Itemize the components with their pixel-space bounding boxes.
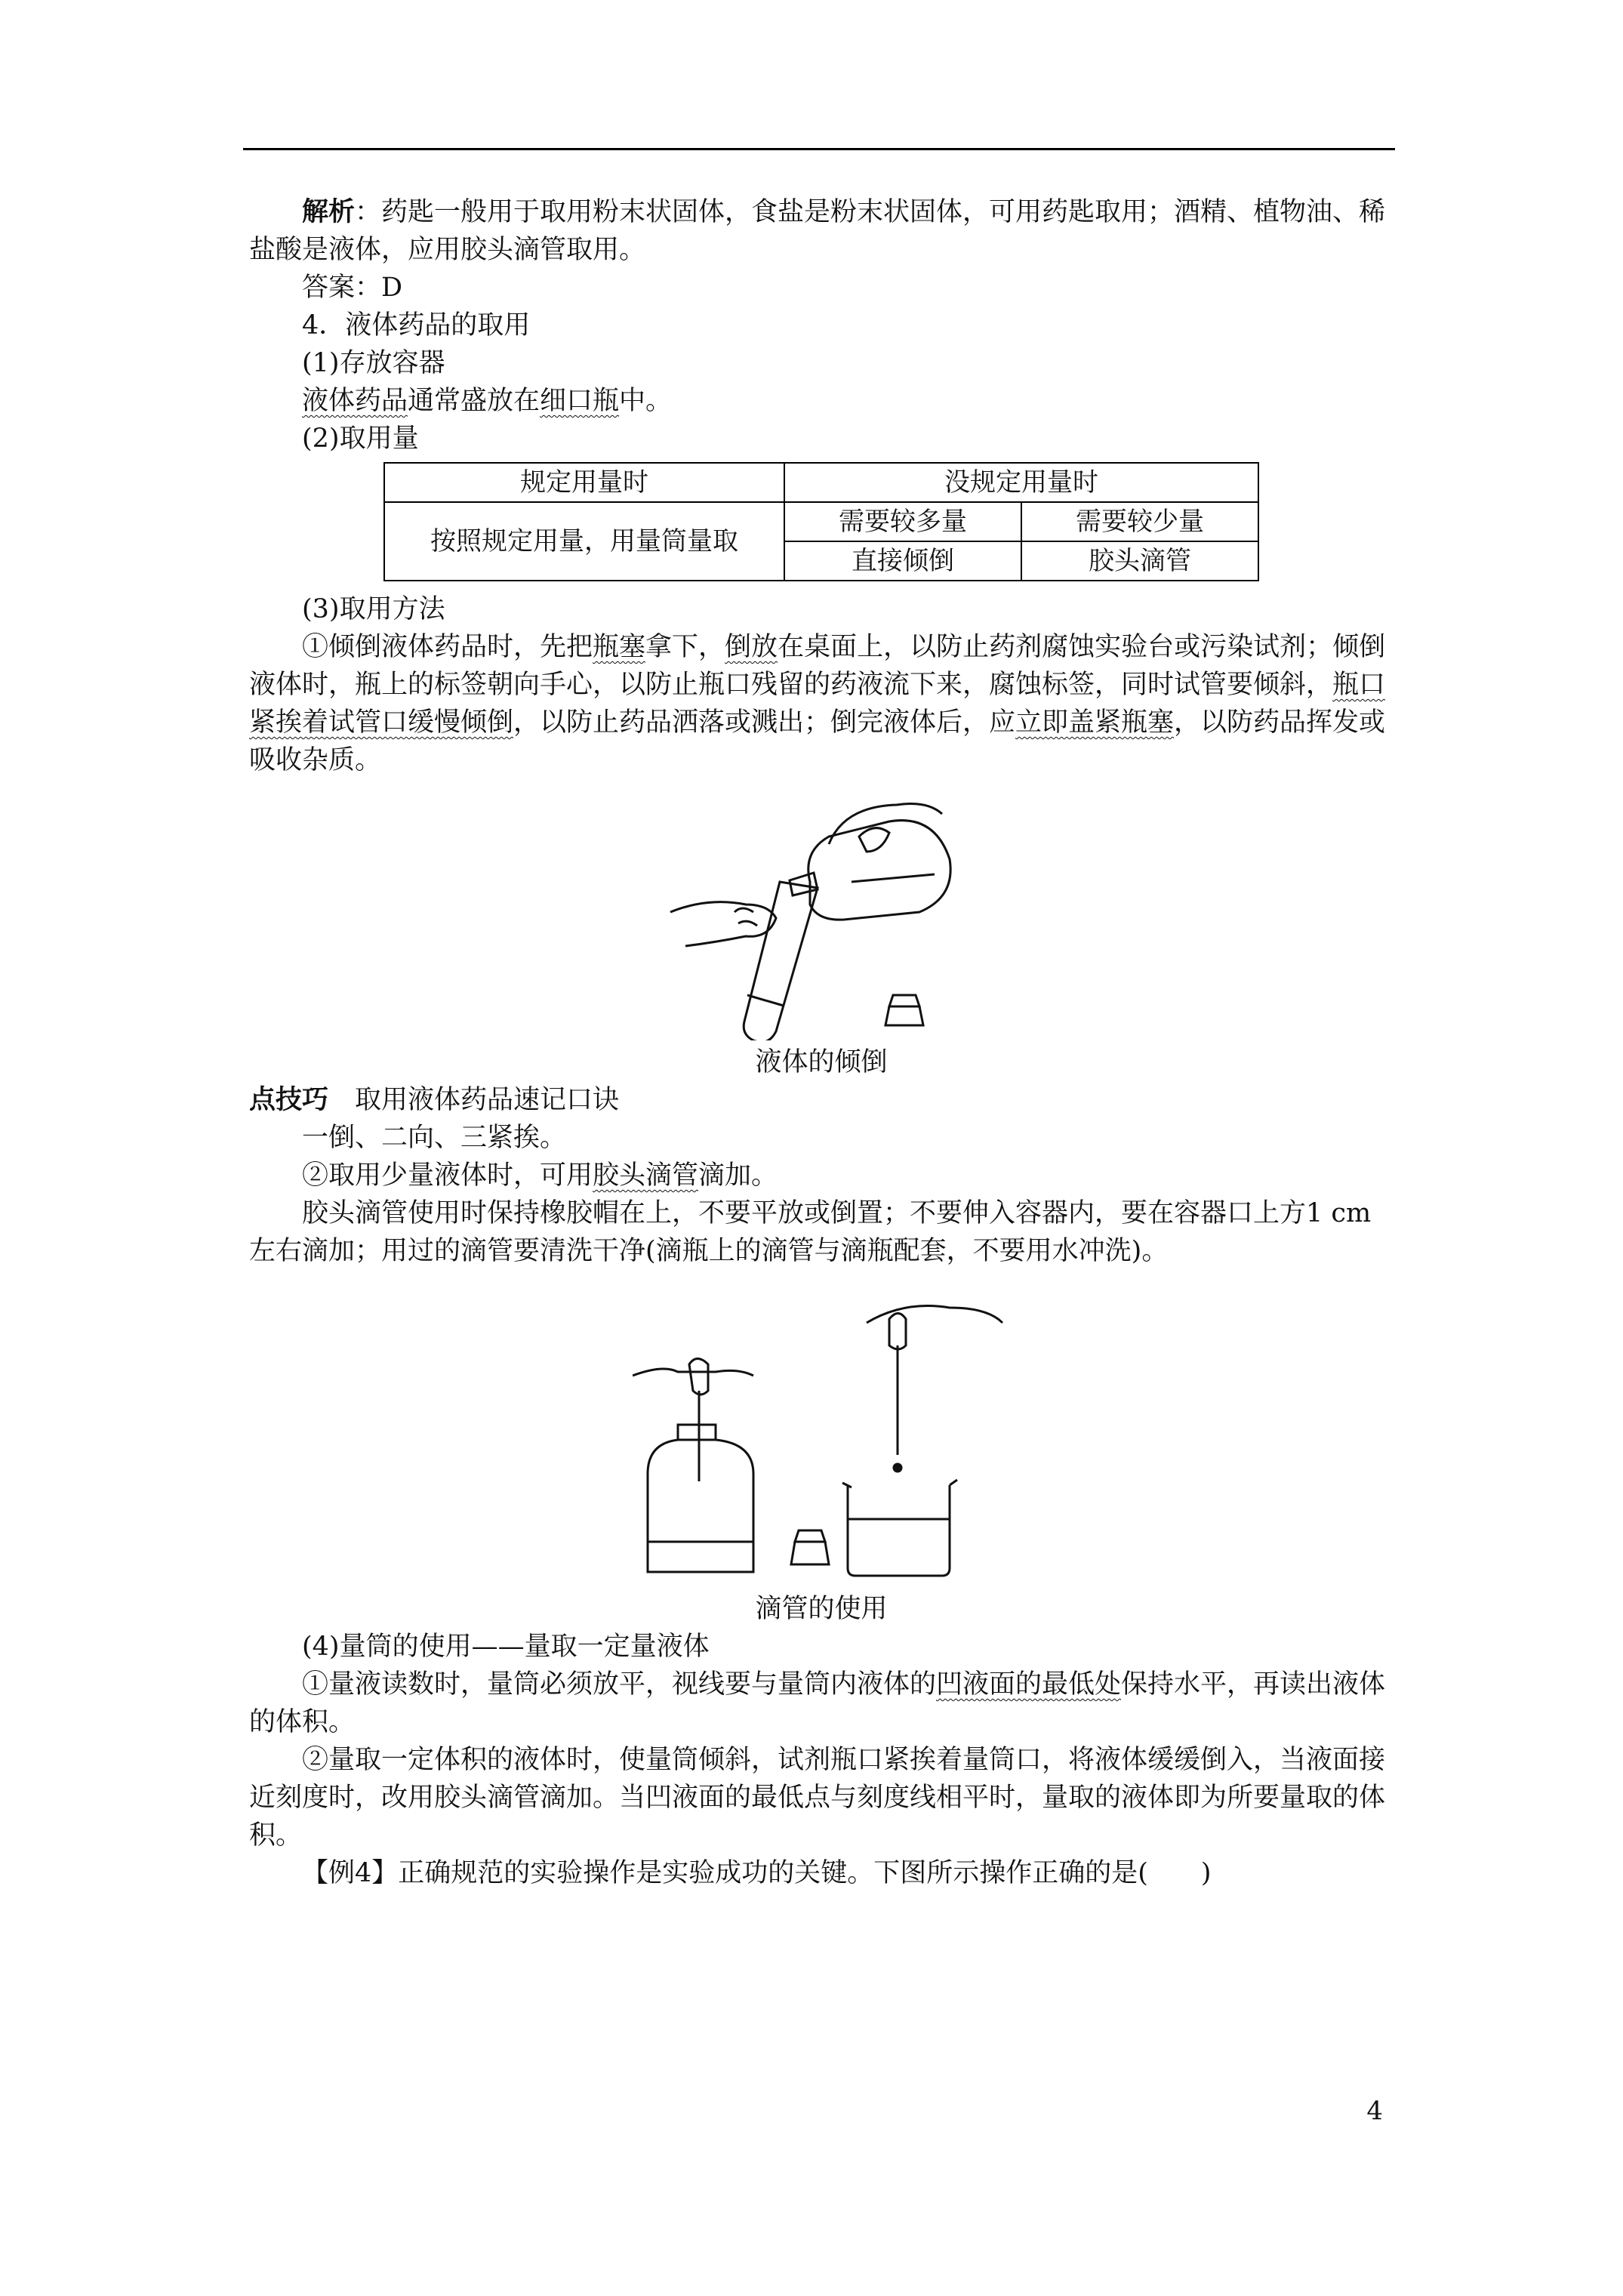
pouring-illustration [663, 791, 980, 1040]
table-cell-graduated-cylinder: 按照规定用量，用量筒量取 [384, 502, 784, 581]
table-cell-less: 需要较少量 [1021, 502, 1258, 541]
page-content [249, 193, 1394, 1892]
storage-end: 中。 [619, 386, 673, 416]
reading-term-meniscus: 凹液面的最低处 [936, 1669, 1122, 1700]
subheading-method: (3)取用方法 [302, 594, 445, 624]
left-hand [633, 1369, 753, 1376]
tip-label: 点技巧 [249, 1084, 329, 1115]
dropper-paragraph [249, 1157, 1394, 1194]
dropper-text-1: ②取用少量液体时，可用 [302, 1160, 593, 1191]
table-cell-more: 需要较多量 [784, 502, 1021, 541]
dropper-text-2: 滴加。 [698, 1160, 778, 1191]
dropper-usage-paragraph: 胶头滴管使用时保持橡胶帽在上，不要平放或倒置；不要伸入容器内，要在容器口上方1 cm左右滴加；用过的滴管要清洗干净(滴瓶上的滴管与滴瓶配套，不要用水冲洗)。 [249, 1198, 1372, 1266]
table-cell-pour: 直接倾倒 [784, 541, 1021, 581]
dropper-illustration [633, 1293, 1010, 1587]
pour-term-invert: 倒放 [725, 632, 778, 662]
pour-text-3: 在桌面上，以防止药剂腐蚀实验台或污染试剂；倾倒液体时，瓶上的标签朝向手心，以防止瓶口残留的药液流下来，腐蚀标签，同时试管要倾斜， [249, 632, 1386, 700]
section-title: 4．液体药品的取用 [302, 310, 531, 341]
figure-dropper [249, 1293, 1394, 1587]
pour-text-4: ，以防止药品洒落或溅出；倒完液体后，应 [513, 707, 1016, 738]
subheading-cylinder: (4)量筒的使用——量取一定量液体 [302, 1632, 710, 1662]
pouring-paragraph [249, 628, 1394, 779]
page-number: 4 [1366, 2096, 1383, 2126]
tip-text: 一倒、二向、三紧挨。 [302, 1123, 567, 1153]
right-hand [867, 1306, 1002, 1324]
table-header-unspecified: 没规定用量时 [784, 463, 1258, 502]
beaker [848, 1485, 950, 1576]
reading-text-2: 保持水平，再读出液体的体积。 [249, 1669, 1386, 1737]
reading-paragraph [249, 1666, 1394, 1741]
subheading-amount: (2)取用量 [302, 424, 419, 454]
reading-text-1: ①量液读数时，量筒必须放平，视线要与量筒内液体的 [302, 1669, 937, 1700]
amount-table [383, 462, 1259, 581]
dropper-stopper [791, 1542, 829, 1564]
pour-text-2: 拿下， [645, 632, 725, 662]
example-question: 【例4】正确规范的实验操作是实验成功的关键。下图所示操作正确的是( ) [302, 1858, 1212, 1888]
tip-title: 取用液体药品速记口诀 [355, 1085, 620, 1115]
right-hand [829, 804, 942, 845]
bottle-stopper [885, 1006, 923, 1025]
reagent-bottle [808, 821, 950, 920]
analysis-text: ：药匙一般用于取用粉末状固体，食盐是粉末状固体，可用药匙取用；酒精、植物油、稀盐酸是液体，应用胶头滴管取用。 [249, 197, 1386, 265]
left-hand [670, 902, 776, 946]
pour-term-stopper: 瓶塞 [593, 632, 646, 662]
subheading-storage: (1)存放容器 [302, 348, 445, 378]
pour-term-close: 立即盖紧瓶塞 [1015, 707, 1175, 738]
pour-term-mouth: 瓶口紧挨着试管口缓慢倾倒 [249, 670, 1386, 738]
storage-sentence [249, 382, 1394, 420]
storage-text: 通常盛放在 [408, 386, 540, 416]
answer: 答案：D [302, 273, 403, 303]
analysis-label: 解析 [302, 196, 356, 227]
tip-heading [249, 1081, 1394, 1119]
pour-text-5: ，以防药品挥发或吸收杂质。 [249, 707, 1386, 775]
figure1-caption: 液体的倾倒 [755, 1047, 888, 1077]
figure-pouring [249, 791, 1394, 1040]
table-header-specified: 规定用量时 [384, 463, 784, 502]
dropper-term: 胶头滴管 [593, 1160, 699, 1191]
pour-text-1: ①倾倒液体药品时，先把 [302, 632, 593, 662]
measuring-paragraph: ②量取一定体积的液体时，使量筒倾斜，试剂瓶口紧挨着量筒口，将液体缓缓倒入，当液面接近刻度时，改用胶头滴管滴加。当凹液面的最低点与刻度线相平时，量取的液体即为所要量取的体积。 [249, 1745, 1386, 1851]
storage-term-bottle: 细口瓶 [540, 386, 620, 416]
table-cell-dropper: 胶头滴管 [1021, 541, 1258, 581]
storage-term-liquid: 液体药品 [302, 386, 408, 416]
header-rule [243, 148, 1395, 150]
figure2-caption: 滴管的使用 [755, 1594, 888, 1624]
dropper-bottle [648, 1440, 753, 1572]
analysis-paragraph [249, 193, 1394, 269]
